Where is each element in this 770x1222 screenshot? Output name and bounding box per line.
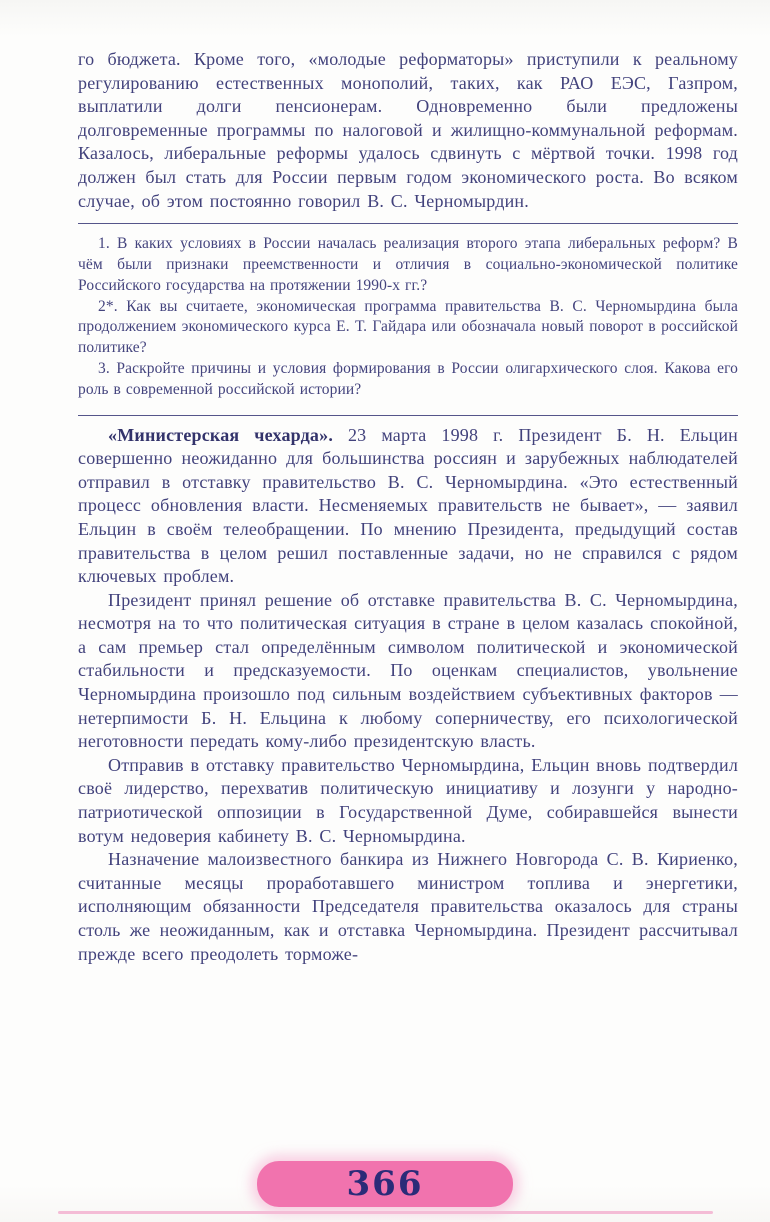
questions-divider-top (78, 223, 738, 224)
footer-rule (58, 1211, 713, 1214)
section-heading: «Министерская чехарда». (108, 424, 334, 445)
page-footer (0, 1161, 770, 1214)
page-content (78, 48, 738, 966)
page-number-badge (257, 1161, 513, 1207)
section-paragraph-text: 23 марта 1998 г. Президент Б. Н. Ельцин совершенно неожиданно для большинства россиян и зарубежных наблюдателей отправил в отставку правительство В. С. Черномырдина. «Это естественный процесс обновления власти. Несменяемых правительств не бывает», — заявил Ельцин в своём телеобращении. По мнению Президента, предыдущий состав правительства в целом решил поставленные задачи, но не справился с рядом ключевых проблем. (78, 424, 738, 587)
section-paragraph: Отправив в отставку правительство Черномырдина, Ельцин вновь подтвердил своё лидерство, перехватив политическую инициативу и лозунги у народно-патриотической оппозиции в Государственной Думе, собиравшейся вынести вотум недоверия кабинету В. С. Черномырдина. (78, 754, 738, 846)
section-paragraph (78, 424, 738, 589)
section-paragraph: Назначение малоизвестного банкира из Нижнего Новгорода С. В. Кириенко, считанные месяцы проработавшего министром топлива и энергетики, исполняющим обязанности Председателя правительства оказалось для страны столь же неожиданным, как и отставка Черномырдина. Президент рассчитывал прежде всего преодолеть торможе- (78, 849, 738, 964)
intro-paragraph: го бюджета. Кроме того, «молодые реформаторы» приступили к реальному регулированию естественных монополий, таких, как РАО ЕЭС, Газпром, выплатили долги пенсионерам. Одновременно были предложены долговременные программы по налоговой и жилищно-коммунальной реформам. Казалось, либеральные реформы удалось сдвинуть с мёртвой точки. 1998 год должен был стать для России первым годом экономического роста. Во всяком случае, об этом постоянно говорил В. С. Черномырдин. (78, 49, 738, 211)
question-item: 1. В каких условиях в России началась реализация второго этапа либеральных реформ? В чём были признаки преемственности и отличия в социально-экономической политике Российского государства на протяжении 1990-х гг.? (78, 235, 738, 294)
section-paragraph: Президент принял решение об отставке правительства В. С. Черномырдина, несмотря на то что политическая ситуация в стране в целом казалась спокойной, а сам премьер стал определённым символом политической и экономической стабильности и предсказуемости. По оценкам специалистов, увольнение Черномырдина произошло под сильным воздействием субъективных факторов — нетерпимости Б. Н. Ельцина к любому соперничеству, его психологической неготовности передать кому-либо президентскую власть. (78, 589, 738, 752)
questions-block (78, 232, 738, 404)
question-item: 2*. Как вы считаете, экономическая программа правительства В. С. Черномырдина была продолжением экономического курса Е. Т. Гайдара или обозначала новый поворот в российской политике? (78, 297, 738, 357)
question-item: 3. Раскройте причины и условия формирования в России олигархического слоя. Какова его роль в современной российской истории? (78, 359, 738, 398)
page-number: 366 (346, 1164, 424, 1204)
questions-divider-bottom (78, 415, 738, 416)
